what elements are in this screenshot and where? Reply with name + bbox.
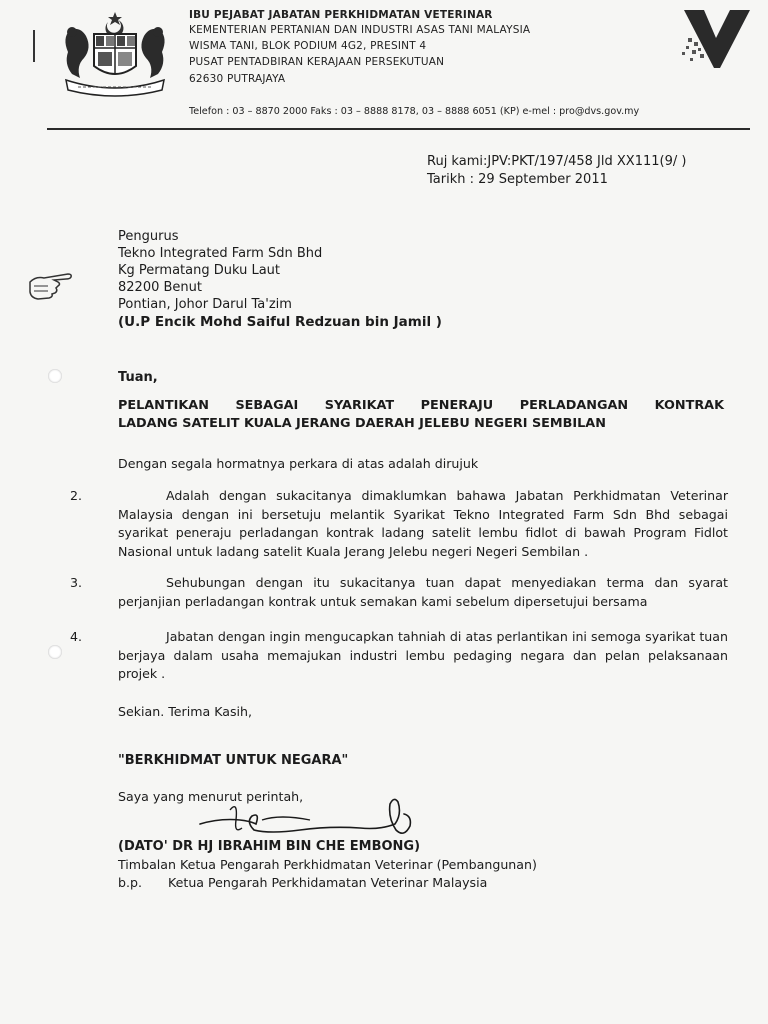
dvs-logo bbox=[678, 8, 754, 70]
signatory-title: Timbalan Ketua Pengarah Perkhidmatan Veterinar (Pembangunan) bbox=[118, 857, 537, 872]
bp-label: b.p. bbox=[118, 875, 142, 890]
letterhead-line-5: 62630 PUTRAJAYA bbox=[189, 73, 286, 85]
sign-off: Saya yang menurut perintah, bbox=[118, 789, 304, 804]
margin-mark bbox=[33, 30, 35, 62]
paragraph-text: Sehubungan dengan itu sukacitanya tuan dapat menyediakan terma dan syarat perjanjian perladangan kontrak untuk semakan kami sebelum dipersetujui bersama bbox=[118, 575, 728, 609]
letterhead-line-3: WISMA TANI, BLOK PODIUM 4G2, PRESINT 4 bbox=[189, 40, 427, 52]
paragraph-2 bbox=[70, 487, 728, 561]
letterhead-line-2: KEMENTERIAN PERTANIAN DAN INDUSTRI ASAS TANI MALAYSIA bbox=[189, 24, 531, 36]
paragraph-number: 3. bbox=[70, 575, 83, 590]
paragraph-number: 4. bbox=[70, 629, 83, 644]
signature bbox=[190, 790, 420, 840]
reference-number: Ruj kami:JPV:PKT/197/458 Jld XX111(9/ ) bbox=[427, 154, 687, 169]
punch-hole bbox=[48, 645, 62, 659]
subject-line-1: PELANTIKAN SEBAGAI SYARIKAT PENERAJU PERLADANGAN KONTRAK bbox=[118, 398, 724, 413]
coat-of-arms-logo bbox=[58, 8, 173, 98]
letterhead-contact: Telefon : 03 – 8870 2000 Faks : 03 – 8888 8178, 03 – 8888 6051 (KP) e-mel : pro@dvs.gov.my bbox=[189, 106, 640, 117]
recipient-line: Pontian, Johor Darul Ta'zim bbox=[118, 297, 292, 312]
letter-date: Tarikh : 29 September 2011 bbox=[427, 172, 608, 187]
recipient-line: Pengurus bbox=[118, 229, 179, 244]
recipient-line: Tekno Integrated Farm Sdn Bhd bbox=[118, 246, 323, 261]
paragraph-3 bbox=[70, 574, 728, 611]
subject-line-2: LADANG SATELIT KUALA JERANG DAERAH JELEBU NEGERI SEMBILAN bbox=[118, 416, 606, 431]
letterhead-line-4: PUSAT PENTADBIRAN KERAJAAN PERSEKUTUAN bbox=[189, 56, 445, 68]
paragraph-text: Adalah dengan sukacitanya dimaklumkan bahawa Jabatan Perkhidmatan Veterinar Malaysia dengan ini bersetuju melantik Syarikat Tekno Integrated Farm Sdn Bhd sebagai syarikat peneraju perladangan kontrak ladang satelit lembu fidlot di bawah Program Fidlot Nasional untuk ladang satelit Kuala Jerang Jelebu negeri Negeri Sembilan . bbox=[118, 488, 728, 559]
bp-on-behalf-of: Ketua Pengarah Perkhidamatan Veterinar Malaysia bbox=[168, 875, 488, 890]
letterhead-line-1: IBU PEJABAT JABATAN PERKHIDMATAN VETERINAR bbox=[189, 9, 493, 21]
punch-hole bbox=[48, 369, 62, 383]
paragraph-text: Jabatan dengan ingin mengucapkan tahniah di atas perlantikan ini semoga syarikat tuan berjaya dalam usaha memajukan industri lembu pedaging negara dan pelan pelaksanaan projek . bbox=[118, 629, 728, 681]
salutation: Tuan, bbox=[118, 370, 158, 385]
pointing-hand-icon bbox=[28, 268, 74, 304]
letterhead-divider bbox=[47, 128, 750, 130]
paragraph-4 bbox=[70, 628, 728, 684]
motto: "BERKHIDMAT UNTUK NEGARA" bbox=[118, 753, 349, 768]
closing: Sekian. Terima Kasih, bbox=[118, 704, 253, 719]
recipient-attention: (U.P Encik Mohd Saiful Redzuan bin Jamil ) bbox=[118, 314, 442, 330]
recipient-line: 82200 Benut bbox=[118, 280, 202, 295]
paragraph-number: 2. bbox=[70, 488, 83, 503]
signatory-name: (DATO' DR HJ IBRAHIM BIN CHE EMBONG) bbox=[118, 839, 421, 854]
recipient-line: Kg Permatang Duku Laut bbox=[118, 263, 281, 278]
paragraph-1: Dengan segala hormatnya perkara di atas adalah dirujuk bbox=[118, 456, 479, 471]
